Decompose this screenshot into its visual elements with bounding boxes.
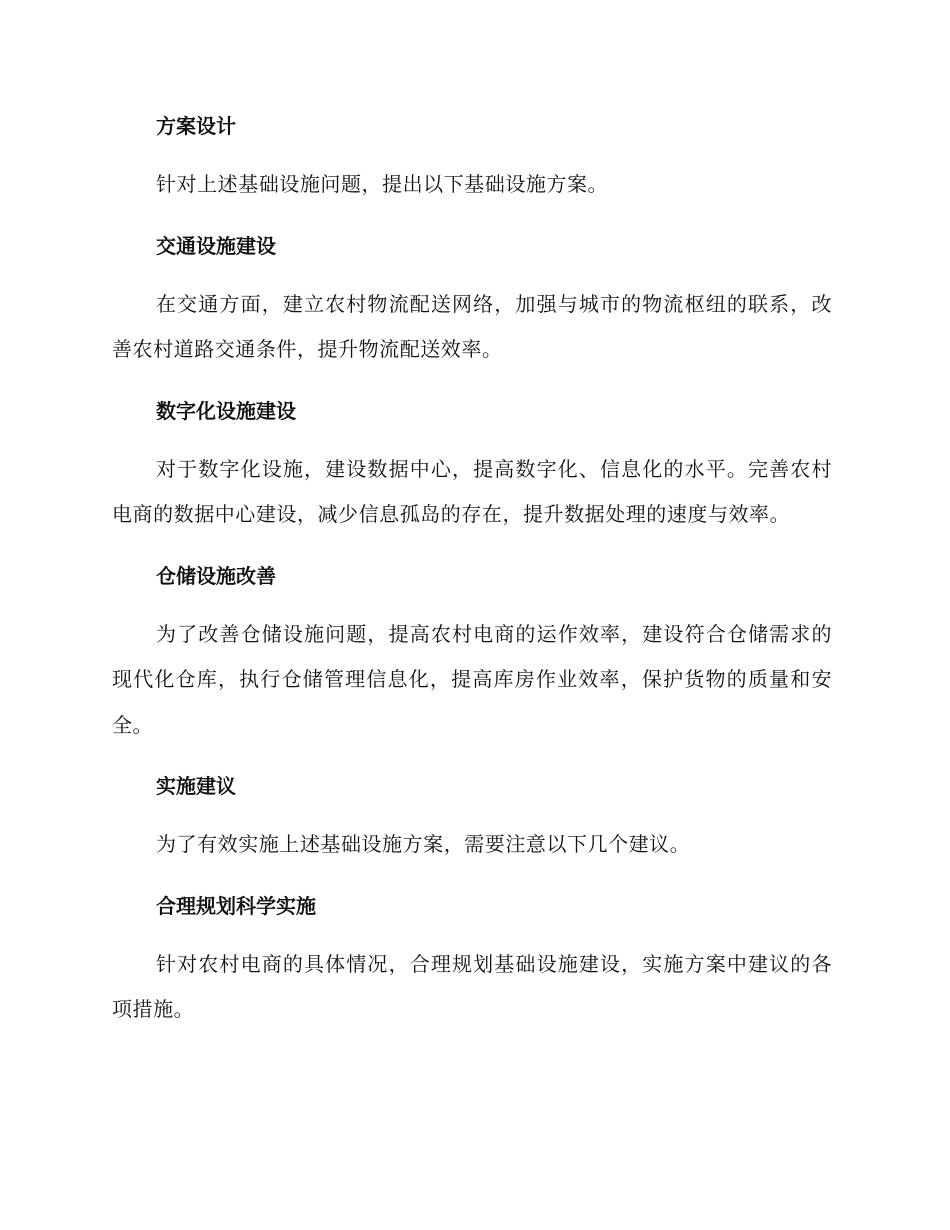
document-body <box>112 110 832 1055</box>
section-heading-storage: 仓储设施改善 <box>156 563 276 588</box>
paragraph-transport: 在交通方面，建立农村物流配送网络，加强与城市的物流枢纽的联系，改善农村道路交通条件，提升物流配送效率。 <box>112 291 832 361</box>
section-heading-implementation: 实施建议 <box>156 774 236 798</box>
section-heading-transport: 交通设施建设 <box>156 233 276 258</box>
section-heading-digital: 数字化设施建设 <box>156 398 296 423</box>
section-heading-planning: 合理规划科学实施 <box>156 893 316 918</box>
paragraph-plan-intro: 针对上述基础设施问题，提出以下基础设施方案。 <box>156 172 609 196</box>
paragraph-implementation: 为了有效实施上述基础设施方案，需要注意以下几个建议。 <box>156 832 691 856</box>
paragraph-digital: 对于数字化设施，建设数据中心，提高数字化、信息化的水平。完善农村电商的数据中心建设，减少信息孤岛的存在，提升数据处理的速度与效率。 <box>112 456 832 526</box>
paragraph-storage: 为了改善仓储设施问题，提高农村电商的运作效率，建设符合仓储需求的现代化仓库，执行仓储管理信息化，提高库房作业效率，保护货物的质量和安全。 <box>112 621 832 737</box>
section-heading-plan-design: 方案设计 <box>156 114 236 138</box>
paragraph-planning: 针对农村电商的具体情况，合理规划基础设施建设，实施方案中建议的各项措施。 <box>112 951 832 1021</box>
